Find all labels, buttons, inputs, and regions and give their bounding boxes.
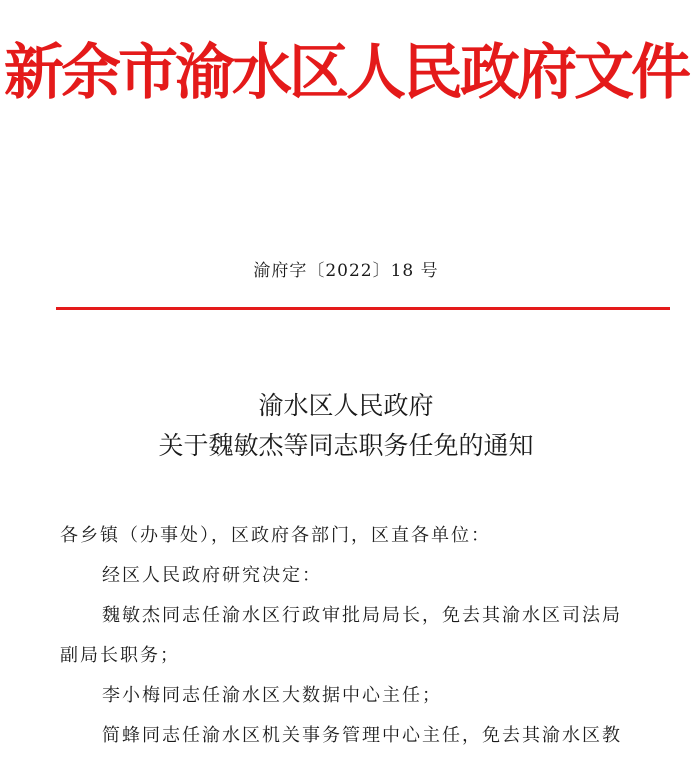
paragraph-appointment-1: 魏敏杰同志任渝水区行政审批局局长，免去其渝水区司法局	[102, 605, 622, 626]
paragraph-decision: 经区人民政府研究决定：	[102, 565, 322, 586]
notice-title-line-2: 关于魏敏杰等同志职务任免的通知	[158, 431, 534, 460]
salutation: 各乡镇（办事处），区政府各部门，区直各单位：	[60, 525, 491, 546]
notice-title-line-1: 渝水区人民政府	[258, 391, 434, 420]
masthead-title: 新余市渝水区人民政府文件	[4, 38, 688, 108]
paragraph-appointment-3: 简蜂同志任渝水区机关事务管理中心主任，免去其渝水区教	[102, 725, 622, 746]
document-number: 渝府字〔2022〕18 号	[253, 261, 439, 281]
paragraph-appointment-1-cont: 副局长职务；	[60, 645, 180, 666]
red-divider-line	[56, 307, 670, 310]
paragraph-appointment-2: 李小梅同志任渝水区大数据中心主任；	[102, 685, 442, 706]
